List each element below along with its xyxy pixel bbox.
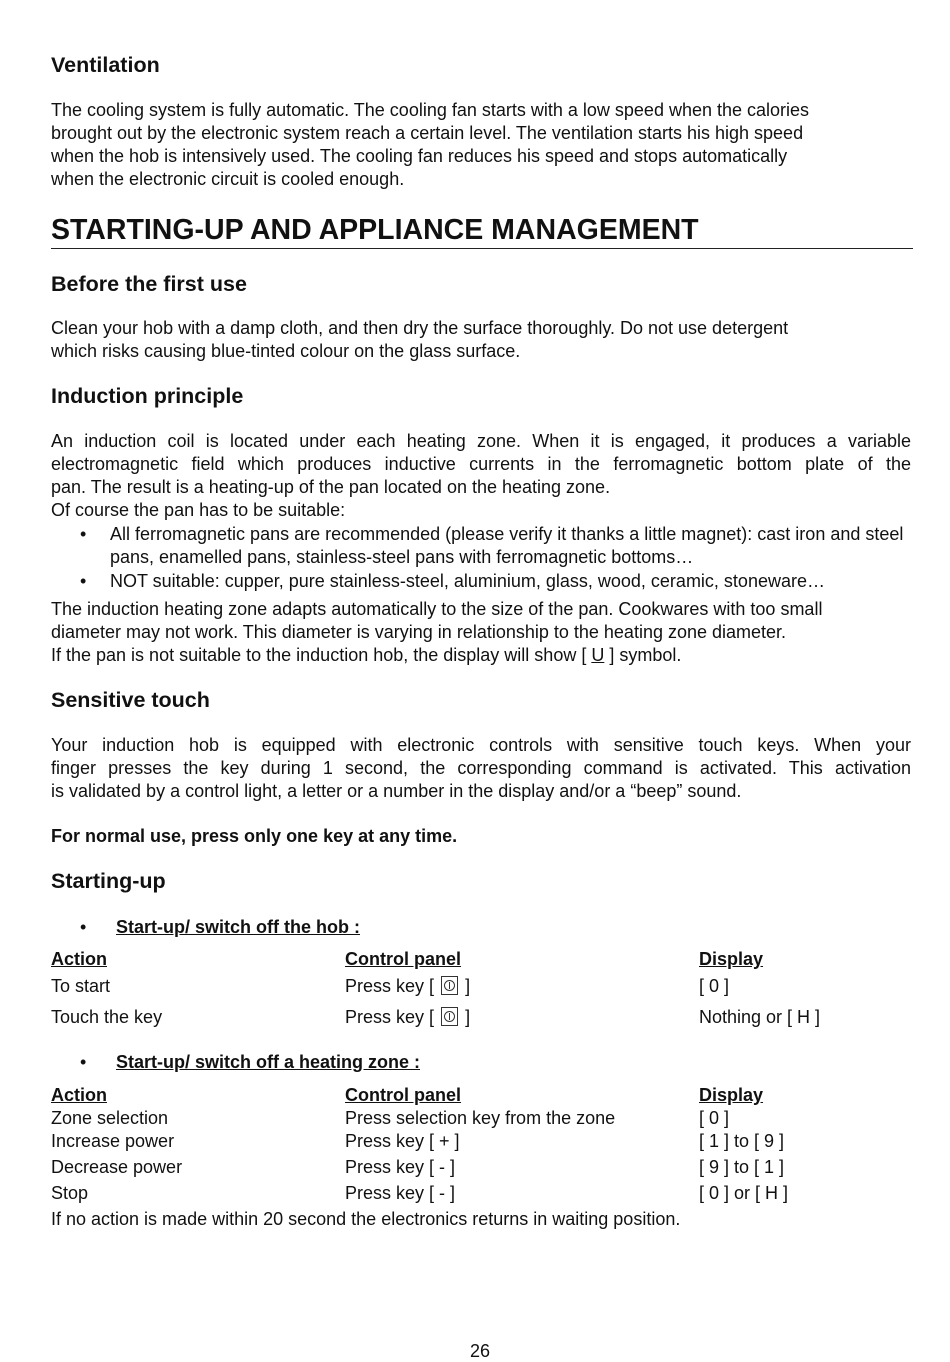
table-footer-row [51, 1209, 911, 1232]
text-line [51, 644, 911, 667]
before-first-use-heading: Before the first use [51, 272, 247, 296]
text-line: The induction heating zone adapts automatically to the size of the pan. Cookwares with too small [51, 599, 823, 619]
cell-control-panel: Press selection key from the zone [345, 1108, 616, 1128]
table-row [51, 1183, 911, 1206]
cell-display: [ 1 ] to [ 9 ] [699, 1131, 785, 1151]
text-line: electromagnetic field which produces inductive currents in the ferromagnetic bottom plate of the [51, 454, 911, 474]
cell-action: Zone selection [51, 1108, 169, 1128]
induction-outro [51, 598, 911, 667]
unsuitable-pan-symbol: U [591, 645, 605, 665]
text-line: Of course the pan has to be suitable: [51, 500, 346, 520]
bullet-dot: • [80, 524, 87, 544]
text-line: when the hob is intensively used. The cooling fan reduces his speed and stops automatically [51, 146, 788, 166]
cell-display: [ 9 ] to [ 1 ] [699, 1157, 785, 1177]
cell-text: ] [465, 976, 471, 996]
ventilation-paragraph [51, 99, 911, 191]
list-item [51, 523, 911, 569]
column-header-action: Action [51, 949, 107, 969]
sensitive-touch-heading: Sensitive touch [51, 688, 210, 712]
column-header-display: Display [699, 1085, 764, 1105]
zone-switch-title: Start-up/ switch off a heating zone : [116, 1052, 421, 1072]
waiting-position-note: If no action is made within 20 second the electronics returns in waiting position. [51, 1209, 681, 1229]
text-line: pan. The result is a heating-up of the pan located on the heating zone. [51, 477, 611, 497]
cell-control-panel: Press key [ - ] [345, 1183, 456, 1203]
cell-control-panel: Press key [ - ] [345, 1157, 456, 1177]
text-line: is validated by a control light, a letter or a number in the display and/or a “beep” sound. [51, 781, 742, 801]
power-key-icon [441, 1007, 458, 1026]
hob-switch-table [51, 949, 911, 1030]
text-line: diameter may not work. This diameter is varying in relationship to the heating zone diameter. [51, 622, 787, 642]
column-header-control-panel: Control panel [345, 949, 461, 969]
table-header-row [51, 1085, 911, 1108]
cell-action: Increase power [51, 1131, 175, 1151]
cell-action: Touch the key [51, 1007, 163, 1027]
bullet-dot: • [80, 917, 87, 937]
text-line: finger presses the key during 1 second, the corresponding command is activated. This activation [51, 758, 911, 778]
cell-display: [ 0 ] or [ H ] [699, 1183, 789, 1203]
bullet-dot: • [80, 571, 87, 591]
starting-up-heading: Starting-up [51, 869, 166, 893]
text-line: Your induction hob is equipped with electronic controls with sensitive touch keys. When your [51, 735, 911, 755]
induction-heading: Induction principle [51, 384, 244, 408]
before-first-use-paragraph [51, 317, 911, 363]
single-key-note: For normal use, press only one key at any time. [51, 826, 458, 846]
text-fragment: ] symbol. [604, 645, 682, 665]
power-key-icon [441, 976, 458, 995]
text-line: The cooling system is fully automatic. The cooling fan starts with a low speed when the calories [51, 100, 810, 120]
column-header-display: Display [699, 949, 764, 969]
cell-control-panel: Press key [ + ] [345, 1131, 460, 1151]
cell-display: Nothing or [ H ] [699, 1007, 821, 1027]
table-row [51, 1007, 911, 1030]
hob-switch-title: Start-up/ switch off the hob : [116, 917, 360, 937]
cell-display: [ 0 ] [699, 976, 730, 996]
table-row [51, 1131, 911, 1154]
cell-action: Stop [51, 1183, 89, 1203]
table-header-row [51, 949, 911, 972]
cell-control-panel [345, 1007, 470, 1028]
induction-intro [51, 430, 911, 522]
sensitive-touch-paragraph [51, 734, 911, 803]
cell-control-panel [345, 976, 470, 997]
list-item-text: All ferromagnetic pans are recommended (please verify it thanks a little magnet): cast iron and steel pans, enamelled pans, stainless-steel pans with ferromagnetic bottoms… [110, 524, 904, 567]
text-line: when the electronic circuit is cooled enough. [51, 169, 405, 189]
ventilation-heading: Ventilation [51, 53, 160, 77]
text-line: which risks causing blue-tinted colour on the glass surface. [51, 341, 521, 361]
cell-text: Press key [ [345, 976, 435, 996]
cell-display: [ 0 ] [699, 1108, 730, 1128]
list-item [51, 570, 911, 593]
text-fragment: If the pan is not suitable to the induction hob, the display will show [ [51, 645, 592, 665]
text-line: An induction coil is located under each heating zone. When it is engaged, it produces a variable [51, 431, 911, 451]
bullet-dot: • [80, 1052, 87, 1072]
cell-action: To start [51, 976, 111, 996]
list-item-text: NOT suitable: cupper, pure stainless-steel, aluminium, glass, wood, ceramic, stoneware… [110, 571, 825, 591]
table-row [51, 1157, 911, 1180]
cell-action: Decrease power [51, 1157, 183, 1177]
table-row [51, 1108, 911, 1131]
column-header-action: Action [51, 1085, 107, 1105]
table-row [51, 976, 911, 999]
pan-suitability-list [51, 523, 911, 593]
zone-switch-table [51, 1085, 911, 1232]
text-line: Clean your hob with a damp cloth, and then dry the surface thoroughly. Do not use detergent [51, 318, 789, 338]
page-number: 26 [470, 1341, 491, 1361]
text-line: brought out by the electronic system reach a certain level. The ventilation starts his high speed [51, 123, 804, 143]
column-header-control-panel: Control panel [345, 1085, 461, 1105]
main-title: STARTING-UP AND APPLIANCE MANAGEMENT [51, 213, 913, 249]
cell-text: Press key [ [345, 1007, 435, 1027]
cell-text: ] [465, 1007, 471, 1027]
